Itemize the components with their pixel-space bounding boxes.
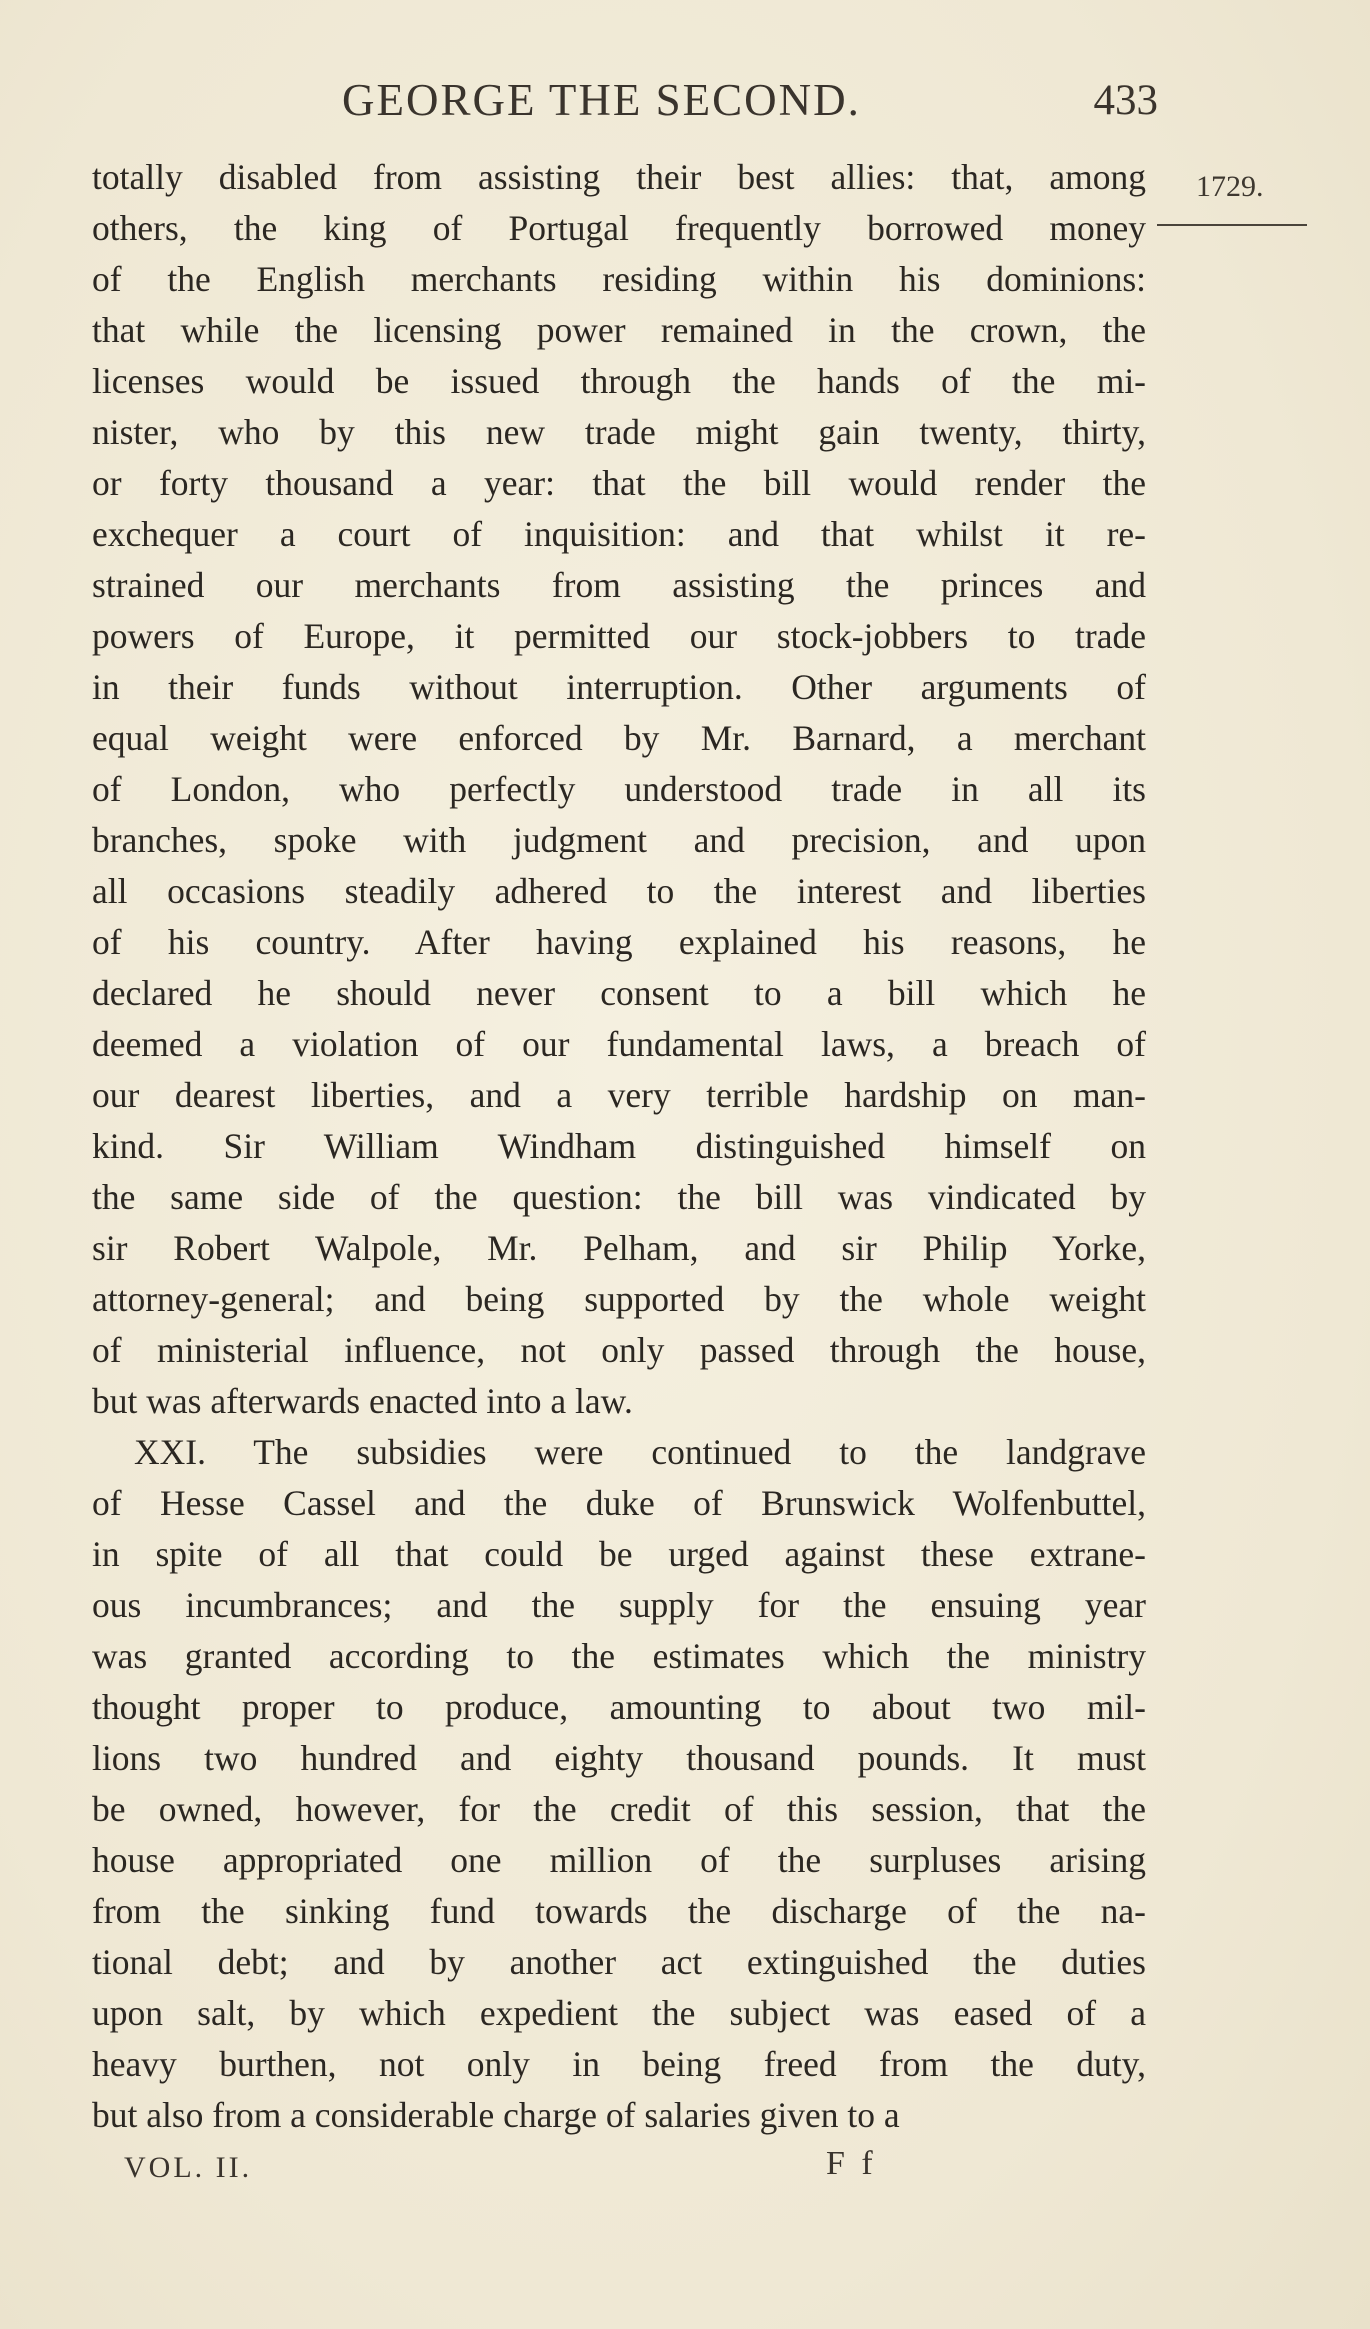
text-line: licenses would be issued through the hands of the mi- [92, 361, 1146, 401]
text-line: tional debt; and by another act extinguished the duties [92, 1942, 1146, 1982]
text-line: but was afterwards enacted into a law. [92, 1381, 633, 1421]
text-line: powers of Europe, it permitted our stock-jobbers to trade [92, 616, 1146, 656]
text-line: in their funds without interruption. Other arguments of [92, 667, 1146, 707]
text-line: heavy burthen, not only in being freed from the duty, [92, 2044, 1146, 2084]
text-line: totally disabled from assisting their best allies: that, among [92, 157, 1146, 197]
text-line: kind. Sir William Windham distinguished himself on [92, 1126, 1146, 1166]
page-header [92, 74, 1157, 134]
body-text [92, 152, 1146, 2141]
text-line: house appropriated one million of the surpluses arising [92, 1840, 1146, 1880]
text-line: thought proper to produce, amounting to about two mil- [92, 1687, 1146, 1727]
text-line: nister, who by this new trade might gain twenty, thirty, [92, 412, 1146, 452]
text-line: sir Robert Walpole, Mr. Pelham, and sir Philip Yorke, [92, 1228, 1146, 1268]
text-line: all occasions steadily adhered to the interest and liberties [92, 871, 1146, 911]
text-line: deemed a violation of our fundamental laws, a breach of [92, 1024, 1146, 1064]
volume-label: VOL. II. [124, 2151, 253, 2184]
text-line: attorney-general; and being supported by the whole weight [92, 1279, 1146, 1319]
text-line: lions two hundred and eighty thousand pounds. It must [92, 1738, 1146, 1778]
text-line: from the sinking fund towards the discharge of the na- [92, 1891, 1146, 1931]
text-line: of Hesse Cassel and the duke of Brunswick Wolfenbuttel, [92, 1483, 1146, 1523]
text-line: our dearest liberties, and a very terrible hardship on man- [92, 1075, 1146, 1115]
text-line: be owned, however, for the credit of this session, that the [92, 1789, 1146, 1829]
text-line: or forty thousand a year: that the bill would render the [92, 463, 1146, 503]
text-line: upon salt, by which expedient the subject was eased of a [92, 1993, 1146, 2033]
text-line: but also from a considerable charge of salaries given to a [92, 2095, 900, 2135]
text-line: XXI. The subsidies were continued to the landgrave [134, 1432, 1146, 1472]
text-line: was granted according to the estimates which the ministry [92, 1636, 1146, 1676]
margin-year-note: 1729. [1196, 170, 1264, 203]
margin-rule [1157, 224, 1307, 226]
page-number: 433 [1093, 77, 1158, 124]
text-line: equal weight were enforced by Mr. Barnard, a merchant [92, 718, 1146, 758]
text-line: ous incumbrances; and the supply for the ensuing year [92, 1585, 1146, 1625]
text-line: branches, spoke with judgment and precision, and upon [92, 820, 1146, 860]
text-line: exchequer a court of inquisition: and that whilst it re- [92, 514, 1146, 554]
text-line: others, the king of Portugal frequently borrowed money [92, 208, 1146, 248]
text-line: strained our merchants from assisting the princes and [92, 565, 1146, 605]
running-title: GEORGE THE SECOND. [342, 75, 861, 125]
text-line: of London, who perfectly understood trade in all its [92, 769, 1146, 809]
text-line: in spite of all that could be urged against these extrane- [92, 1534, 1146, 1574]
text-line: declared he should never consent to a bill which he [92, 973, 1146, 1013]
signature-mark: F f [826, 2145, 877, 2182]
text-line: the same side of the question: the bill was vindicated by [92, 1177, 1146, 1217]
text-line: that while the licensing power remained in the crown, the [92, 310, 1146, 350]
text-line: of the English merchants residing within his dominions: [92, 259, 1146, 299]
text-line: of his country. After having explained his reasons, he [92, 922, 1146, 962]
text-line: of ministerial influence, not only passed through the house, [92, 1330, 1146, 1370]
page-footer [0, 2145, 1370, 2191]
